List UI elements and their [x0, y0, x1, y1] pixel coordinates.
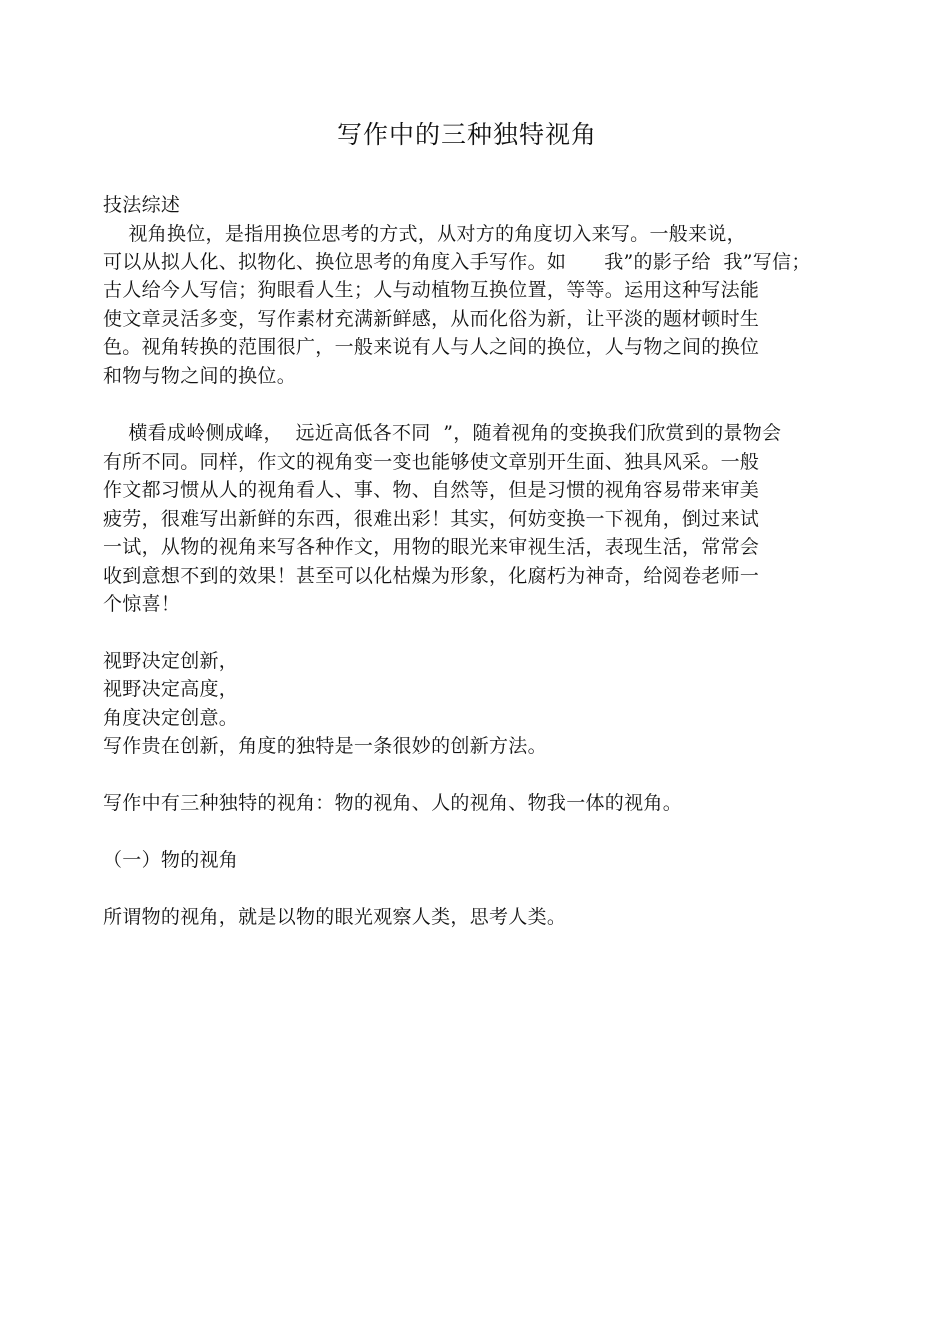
- paragraph-line: 可以从拟人化、拟物化、换位思考的角度入手写作。如 我”的影子给 我”写信；: [103, 251, 811, 273]
- paragraph-line: 古人给今人写信；狗眼看人生；人与动植物互换位置，等等。运用这种写法能: [103, 279, 760, 301]
- paragraph-line: 使文章灵活多变，写作素材充满新鲜感，从而化俗为新，让平淡的题材顿时生: [103, 308, 760, 330]
- paragraph-line: 疲劳，很难写出新鲜的东西，很难出彩！其实，何妨变换一下视角，倒过来试: [103, 508, 760, 530]
- section-heading-overview: 技法综述: [103, 194, 181, 216]
- paragraph-line: 有所不同。同样，作文的视角变一变也能够使文章别开生面、独具风采。一般: [103, 451, 760, 473]
- paragraph-line: 和物与物之间的换位。: [103, 365, 297, 387]
- paragraph-line: 个惊喜！: [103, 593, 181, 615]
- document-title: 写作中的三种独特视角: [336, 120, 597, 149]
- verse-line: 写作贵在创新，角度的独特是一条很妙的创新方法。: [103, 735, 547, 757]
- verse-line: 视野决定创新，: [103, 650, 239, 672]
- subsection-heading: （一）物的视角: [103, 849, 239, 871]
- paragraph-line: 横看成岭侧成峰， 远近高低各不同 ”，随着视角的变换我们欣赏到的景物会: [103, 422, 782, 444]
- paragraph-line: 作文都习惯从人的视角看人、事、物、自然等，但是习惯的视角容易带来审美: [103, 479, 760, 501]
- paragraph-line: 收到意想不到的效果！甚至可以化枯燥为形象，化腐朽为神奇，给阅卷老师一: [103, 565, 760, 587]
- verse-line: 视野决定高度，: [103, 678, 239, 700]
- verse-line: 角度决定创意。: [103, 707, 239, 729]
- summary-line: 写作中有三种独特的视角：物的视角、人的视角、物我一体的视角。: [103, 792, 683, 814]
- subsection-text: 所谓物的视角，就是以物的眼光观察人类，思考人类。: [103, 906, 567, 928]
- paragraph-line: 视角换位，是指用换位思考的方式，从对方的角度切入来写。一般来说，: [103, 223, 746, 245]
- paragraph-line: 色。视角转换的范围很广，一般来说有人与人之间的换位，人与物之间的换位: [103, 336, 760, 358]
- paragraph-line: 一试，从物的视角来写各种作文，用物的眼光来审视生活，表现生活，常常会: [103, 536, 760, 558]
